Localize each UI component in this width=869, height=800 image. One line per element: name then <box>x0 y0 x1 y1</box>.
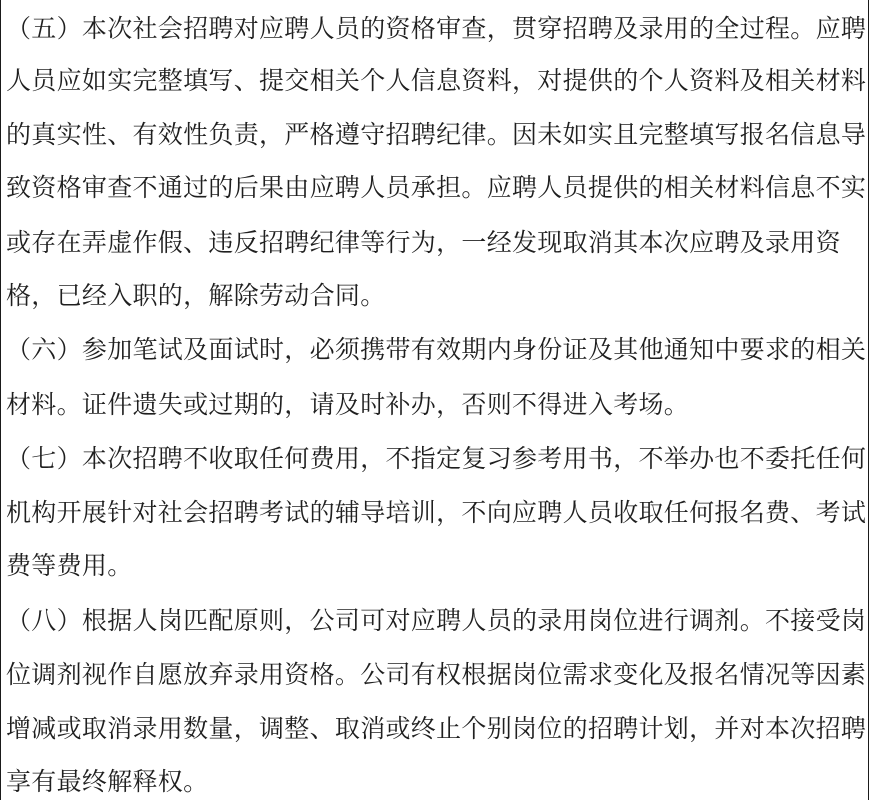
paragraph-7-line-1: （七）本次招聘不收取任何费用，不指定复习参考用书，不举办也不委托任何 <box>6 444 867 473</box>
paragraph-8-line-4: 享有最终解释权。 <box>6 767 209 796</box>
paragraph-5-line-5: 或存在弄虚作假、违反招聘纪律等行为，一经发现取消其本次应聘及录用资 <box>6 228 841 257</box>
paragraph-5-line-2: 人员应如实完整填写、提交相关个人信息资料，对提供的个人资料及相关材料 <box>6 66 867 95</box>
paragraph-7-line-3: 费等费用。 <box>6 551 133 580</box>
paragraph-6-line-2: 材料。证件遗失或过期的，请及时补办，否则不得进入考场。 <box>6 390 690 419</box>
paragraph-8-line-2: 位调剂视作自愿放弃录用资格。公司有权根据岗位需求变化及报名情况等因素 <box>6 660 867 689</box>
paragraph-7-line-2: 机构开展针对社会招聘考试的辅导培训，不向应聘人员收取任何报名费、考试 <box>6 498 867 527</box>
paragraph-5-line-6: 格，已经入职的，解除劳动合同。 <box>6 281 386 310</box>
paragraph-5-line-3: 的真实性、有效性负责，严格遵守招聘纪律。因未如实且完整填写报名信息导 <box>6 120 867 149</box>
paragraph-5-line-4: 致资格审查不通过的后果由应聘人员承担。应聘人员提供的相关材料信息不实 <box>6 173 867 202</box>
paragraph-6-line-1: （六）参加笔试及面试时，必须携带有效期内身份证及其他通知中要求的相关 <box>6 335 867 364</box>
paragraph-8-line-3: 增减或取消录用数量，调整、取消或终止个别岗位的招聘计划，并对本次招聘 <box>6 714 867 743</box>
paragraph-8-line-1: （八）根据人岗匹配原则，公司可对应聘人员的录用岗位进行调剂。不接受岗 <box>6 606 867 635</box>
paragraph-5-line-1: （五）本次社会招聘对应聘人员的资格审查，贯穿招聘及录用的全过程。应聘 <box>6 14 867 43</box>
